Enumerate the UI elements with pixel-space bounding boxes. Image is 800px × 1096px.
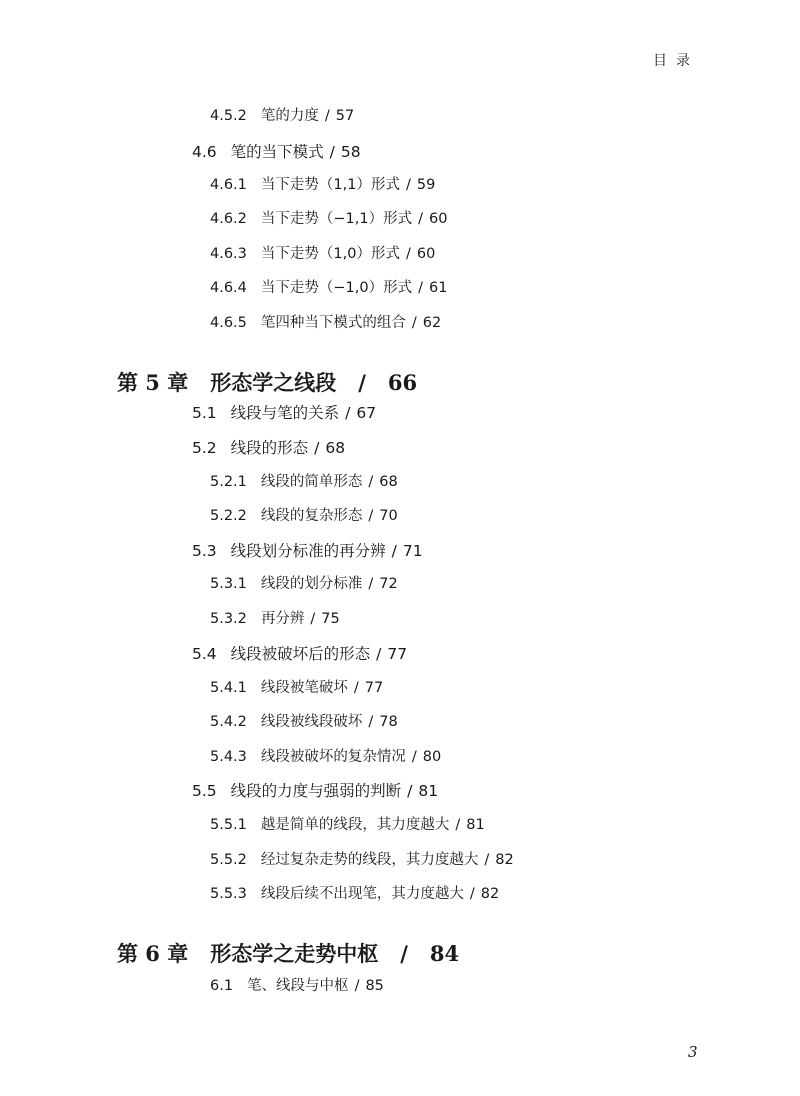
toc-entry [210,242,435,263]
entry-number: 5.2.1 [210,474,247,490]
entry-title: 经过复杂走势的线段，其力度越大 [260,852,479,868]
entry-page: 71 [402,542,423,560]
entry-number: 5.4.2 [210,714,247,730]
entry-page: 85 [365,978,384,994]
entry-separator: / [358,370,366,395]
entry-separator: / [376,645,382,663]
entry-number: 5.1 [192,404,217,422]
entry-separator: / [368,474,374,490]
entry-page: 60 [416,246,436,262]
toc-entry [192,401,376,423]
entry-page: 81 [418,782,439,800]
entry-title: 线段的力度与强弱的判断 [230,782,402,800]
toc-entry [192,539,423,561]
entry-separator: / [411,749,417,765]
entry-separator: / [455,817,461,833]
entry-title: 线段与笔的关系 [230,404,340,422]
toc-entry [192,779,438,801]
chapter-page: 84 [429,941,460,966]
entry-title: 线段被线段破坏 [260,714,363,730]
toc-entry [192,140,361,162]
running-header: 目录 [653,53,699,69]
entry-separator: / [310,611,316,627]
entry-separator: / [368,576,374,592]
chapter-title: 形态学之线段 [210,370,337,395]
entry-number: 4.6.5 [210,315,247,331]
entry-page: 68 [379,474,398,490]
toc-entry [192,436,345,458]
entry-separator: / [418,280,424,296]
entry-title: 笔的当下模式 [230,143,324,161]
chapter-heading [117,938,459,968]
entry-page: 80 [422,749,442,765]
entry-number: 6.1 [210,978,234,994]
entry-page: 59 [416,177,436,193]
chapter-number: 第 5 章 [117,370,189,395]
entry-title: 再分辨 [260,611,305,627]
entry-title: 当下走势（1,0）形式 [260,246,400,262]
entry-page: 58 [340,143,361,161]
entry-separator: / [484,852,490,868]
chapter-number: 第 6 章 [117,941,189,966]
toc-entry [210,813,485,834]
chapter-page: 66 [387,370,418,395]
entry-title: 线段的简单形态 [260,474,363,490]
entry-title: 当下走势（1,1）形式 [260,177,400,193]
entry-number: 5.4 [192,645,217,663]
chapter-title: 形态学之走势中枢 [210,941,379,966]
entry-separator: / [353,680,359,696]
entry-page: 60 [429,211,448,227]
entry-title: 线段的形态 [230,439,309,457]
toc-entry [210,207,447,228]
entry-title: 线段的复杂形态 [260,508,363,524]
entry-title: 当下走势（−1,0）形式 [260,280,413,296]
entry-separator: / [407,782,413,800]
entry-page: 57 [335,108,355,124]
entry-number: 5.3 [192,542,217,560]
entry-title: 线段划分标准的再分辨 [230,542,386,560]
entry-separator: / [400,941,408,966]
entry-page: 81 [466,817,485,833]
toc-entry [210,676,383,697]
entry-title: 线段被笔破坏 [260,680,348,696]
toc-entry [210,572,398,593]
entry-separator: / [314,439,320,457]
chapter-heading [117,367,417,397]
entry-number: 5.4.1 [210,680,247,696]
entry-separator: / [368,508,374,524]
entry-separator: / [411,315,417,331]
entry-title: 笔四种当下模式的组合 [260,315,406,331]
entry-number: 5.5.1 [210,817,247,833]
toc-entry [210,173,435,194]
entry-separator: / [354,978,360,994]
toc-entry [210,276,447,297]
entry-separator: / [405,177,411,193]
entry-page: 61 [429,280,448,296]
entry-number: 5.3.2 [210,611,247,627]
entry-page: 82 [480,886,500,902]
entry-number: 5.2 [192,439,217,457]
entry-title: 笔、线段与中枢 [247,978,349,994]
toc-entry [210,848,514,869]
entry-separator: / [368,714,374,730]
toc-entry [210,607,340,628]
entry-page: 77 [364,680,384,696]
toc-entry [210,710,398,731]
entry-title: 线段的划分标准 [260,576,363,592]
entry-title: 线段被破坏的复杂情况 [260,749,406,765]
entry-number: 4.5.2 [210,108,247,124]
entry-number: 5.5.3 [210,886,247,902]
entry-page: 78 [379,714,398,730]
entry-number: 4.6.3 [210,246,247,262]
toc-entry [210,882,499,903]
entry-separator: / [418,211,424,227]
entry-separator: / [391,542,397,560]
entry-title: 当下走势（−1,1）形式 [260,211,413,227]
entry-page: 77 [387,645,408,663]
entry-number: 5.4.3 [210,749,247,765]
entry-page: 82 [495,852,514,868]
entry-separator: / [324,108,330,124]
entry-title: 越是简单的线段，其力度越大 [260,817,450,833]
entry-separator: / [469,886,475,902]
toc-entry [210,104,354,125]
entry-page: 72 [379,576,398,592]
toc-entry [210,311,441,332]
toc-entry [192,642,407,664]
page-number: 3 [688,1043,698,1061]
entry-title: 线段后续不出现笔，其力度越大 [260,886,464,902]
entry-number: 4.6 [192,143,217,161]
entry-number: 4.6.1 [210,177,247,193]
entry-separator: / [405,246,411,262]
entry-page: 70 [379,508,398,524]
entry-number: 4.6.2 [210,211,247,227]
entry-separator: / [329,143,335,161]
toc-entry [210,974,384,995]
entry-number: 5.5 [192,782,217,800]
entry-number: 5.3.1 [210,576,247,592]
entry-number: 5.2.2 [210,508,247,524]
entry-page: 68 [325,439,346,457]
entry-title: 线段被破坏后的形态 [230,645,371,663]
entry-page: 75 [321,611,340,627]
toc-entry [210,504,398,525]
entry-number: 5.5.2 [210,852,247,868]
entry-page: 67 [356,404,377,422]
toc-entry [210,745,441,766]
entry-title: 笔的力度 [260,108,319,124]
toc-entry [210,470,398,491]
entry-separator: / [345,404,351,422]
entry-number: 4.6.4 [210,280,247,296]
entry-page: 62 [422,315,442,331]
